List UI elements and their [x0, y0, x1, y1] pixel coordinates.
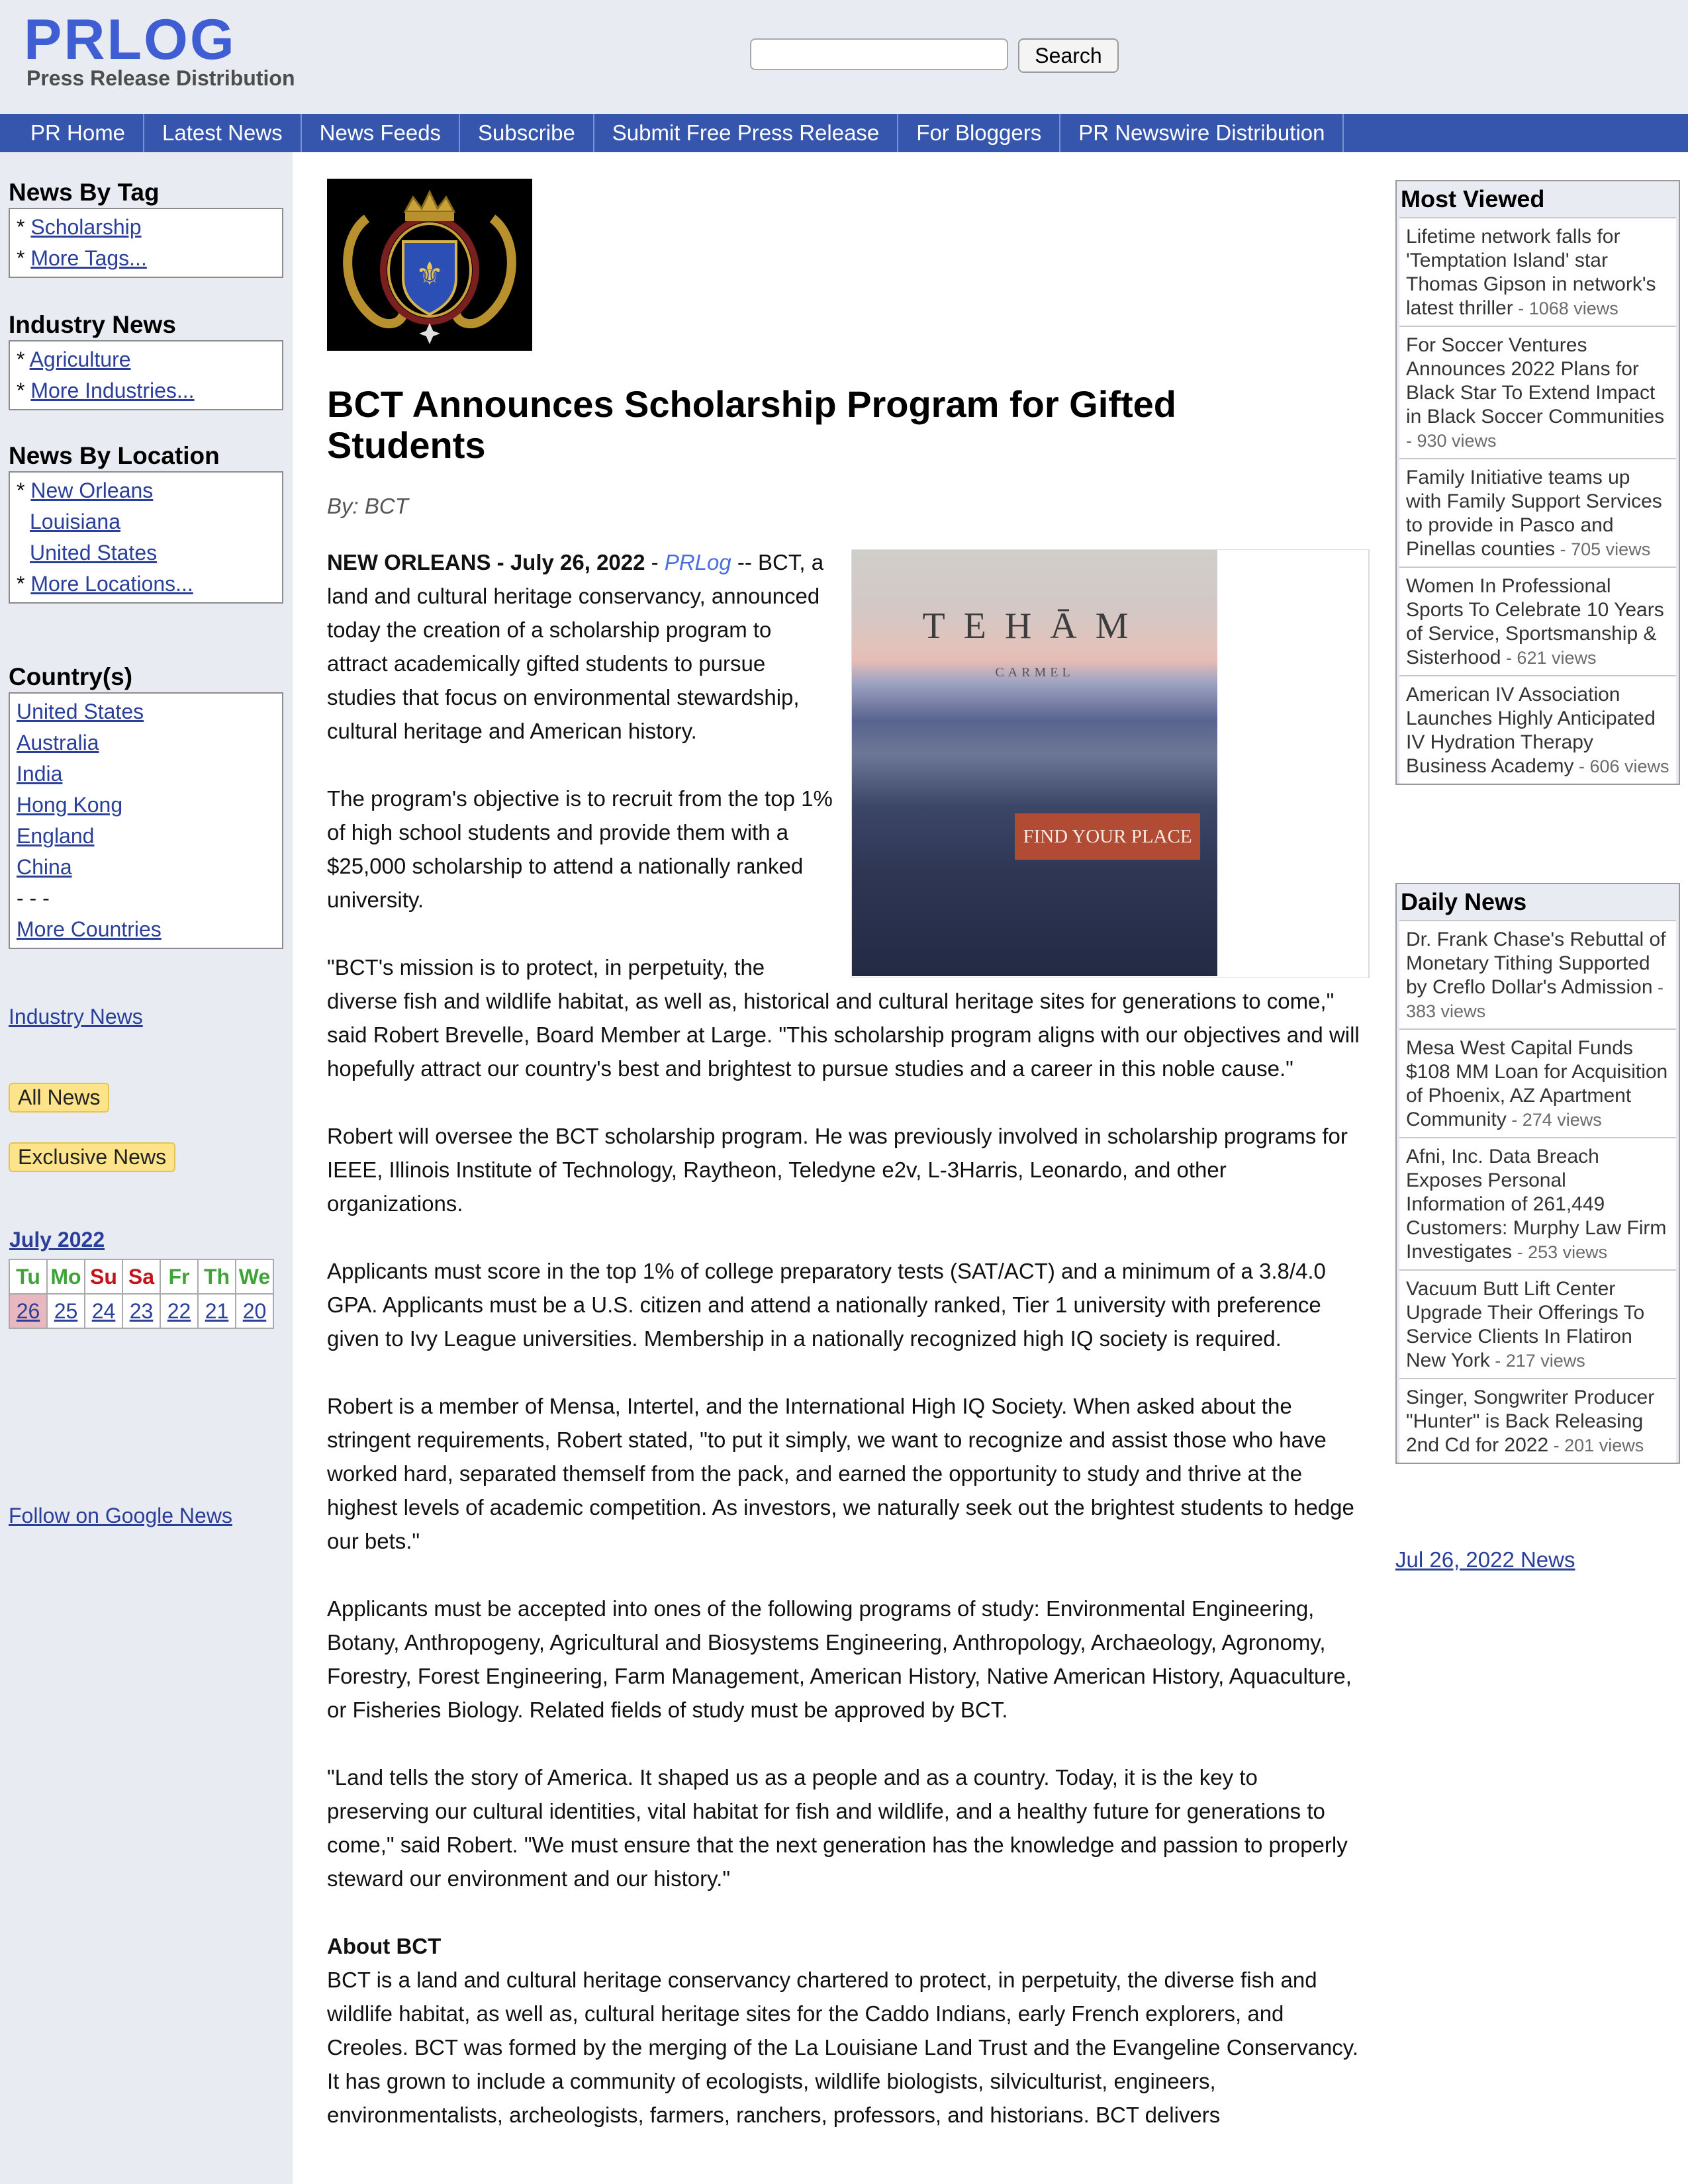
view-count: - 621 views — [1501, 648, 1597, 668]
view-count: - 705 views — [1555, 539, 1651, 559]
calendar-date — [198, 1294, 236, 1328]
site-header — [0, 0, 1688, 114]
tag-link-scholarship[interactable]: Scholarship — [30, 215, 142, 239]
country-link-india[interactable]: India — [17, 762, 63, 786]
list-item[interactable] — [1399, 1378, 1676, 1463]
news-item-title[interactable]: Women In Professional Sports To Celebrate 10 Years of Service, Sportsmanship & Sisterhood — [1406, 575, 1664, 668]
news-item-title[interactable]: Mesa West Capital Funds $108 MM Loan for Acquisition of Phoenix, AZ Apartment Community — [1406, 1037, 1668, 1130]
list-item — [17, 790, 275, 821]
news-by-tag-box — [9, 208, 283, 278]
article-paragraph: Applicants must score in the top 1% of college preparatory tests (SAT/ACT) and a minimum of a 3.8/4.0 GPA. Applicants must be a U.S. citizen and attend a nationally ranked, Tier 1 university with preference given to Ivy League universities. Membership in a nationally recognized high IQ society is required. — [327, 1259, 1326, 1351]
calendar-day-label: Mo — [47, 1259, 85, 1294]
view-count: - 1068 views — [1513, 298, 1618, 318]
calendar-date-link[interactable]: 26 — [16, 1298, 40, 1323]
ad-brand-name: TEHĀM — [922, 606, 1147, 647]
calendar-day-label: Th — [198, 1259, 236, 1294]
list-item: * More Locations... — [17, 572, 193, 596]
view-count: - 253 views — [1512, 1242, 1608, 1262]
view-count: - 606 views — [1573, 756, 1669, 776]
list-item — [17, 537, 275, 569]
news-by-location-box — [9, 471, 283, 604]
calendar-day-label: Sa — [122, 1259, 160, 1294]
nav-news-feeds[interactable]: News Feeds — [302, 114, 460, 152]
calendar — [9, 1259, 274, 1329]
country-link-china[interactable]: China — [17, 855, 72, 879]
list-item[interactable] — [1399, 458, 1676, 567]
article-byline: By: BCT — [327, 494, 408, 518]
industry-news-link[interactable]: Industry News — [9, 1005, 143, 1028]
view-count: - 217 views — [1489, 1351, 1585, 1371]
calendar-date-link[interactable]: 24 — [91, 1298, 116, 1323]
list-item — [17, 914, 275, 945]
follow-google-news-link[interactable]: Follow on Google News — [9, 1504, 232, 1527]
date-news-link[interactable]: Jul 26, 2022 News — [1395, 1547, 1575, 1572]
ad-image — [852, 550, 1217, 976]
list-item[interactable] — [1399, 1137, 1676, 1269]
site-tagline: Press Release Distribution — [26, 66, 295, 90]
list-item[interactable] — [1399, 326, 1676, 458]
more-locations-link[interactable]: More Locations... — [30, 572, 193, 596]
prlog-logo[interactable]: PRLOG — [24, 8, 236, 71]
article-lead-text: -- BCT, a land and cultural heritage conservancy, announced today the creation of a scholarship program to attract academically gifted students to pursue studies that focus on environmental stewardship, cultural heritage and American history. — [327, 550, 824, 743]
calendar-date-selected — [9, 1294, 47, 1328]
news-item-title[interactable]: Dr. Frank Chase's Rebuttal of Monetary Tithing Supported by Creflo Dollar's Admission — [1406, 929, 1666, 998]
list-item[interactable] — [1399, 675, 1676, 784]
industry-link-agriculture[interactable]: Agriculture — [29, 347, 131, 371]
list-item: * More Tags... — [17, 246, 147, 270]
article-paragraph: Applicants must be accepted into ones of the following programs of study: Environmental Engineering, Botany, Anthropogeny, Agricultural and Biosystems Engineering, Anthropology, Archaeology, Agronomy, Forestry, Forest Engineering, Farm Management, American History, Native American History, Aquaculture, or Fisheries Biology. Related fields of study must be approved by BCT. — [327, 1596, 1352, 1722]
nav-submit-free-press-release[interactable]: Submit Free Press Release — [594, 114, 899, 152]
news-item-title[interactable]: Afni, Inc. Data Breach Exposes Personal Information of 261,449 Customers: Murphy Law Firm Investigates — [1406, 1146, 1667, 1263]
list-item — [17, 727, 275, 758]
location-link-united-states[interactable]: United States — [30, 541, 158, 565]
article-paragraph: "Land tells the story of America. It shaped us as a people and as a country. Today, it is the key to preserving our cultural identities, vital habitat for fish and wildlife, and a healthy future for generations to come," said Robert. "We must ensure that the next generation has the knowledge and passion to properly steward our environment and our history." — [327, 1765, 1348, 1891]
news-item-title[interactable]: Lifetime network falls for 'Temptation Island' star Thomas Gipson in network's latest thriller — [1406, 226, 1656, 319]
list-item[interactable] — [1399, 1028, 1676, 1137]
industry-news-heading: Industry News — [9, 311, 176, 338]
list-item[interactable] — [1399, 567, 1676, 675]
calendar-day-label: Su — [85, 1259, 122, 1294]
article-title: BCT Announces Scholarship Program for Gifted Students — [327, 383, 1176, 466]
more-industries-link[interactable]: More Industries... — [30, 379, 195, 402]
list-item — [17, 758, 275, 790]
calendar-month-link[interactable]: July 2022 — [9, 1228, 105, 1251]
left-sidebar — [0, 152, 293, 2184]
calendar-day-label: We — [236, 1259, 273, 1294]
industry-news-box — [9, 340, 283, 410]
calendar-date — [47, 1294, 85, 1328]
view-count: - 383 views — [1406, 978, 1664, 1021]
list-item — [17, 506, 275, 537]
article-dateline: NEW ORLEANS - July 26, 2022 — [327, 550, 645, 574]
location-link-new-orleans[interactable]: New Orleans — [30, 478, 154, 502]
news-item-title[interactable]: American IV Association Launches Highly Anticipated IV Hydration Therapy Business Academy — [1406, 684, 1656, 777]
country-link-australia[interactable]: Australia — [17, 731, 99, 754]
list-item[interactable] — [1399, 1269, 1676, 1378]
countries-heading: Country(s) — [9, 663, 133, 690]
news-item-title[interactable]: Singer, Songwriter Producer "Hunter" is Back Releasing 2nd Cd for 2022 — [1406, 1387, 1655, 1456]
view-count: - 274 views — [1506, 1110, 1602, 1130]
news-by-location-heading: News By Location — [9, 442, 220, 469]
most-viewed-box — [1395, 180, 1680, 785]
calendar-date-link[interactable]: 22 — [167, 1298, 191, 1323]
news-item-title[interactable]: For Soccer Ventures Announces 2022 Plans for Black Star To Extend Impact in Black Soccer Communities — [1406, 334, 1665, 428]
country-link-hong-kong[interactable]: Hong Kong — [17, 793, 123, 817]
ad-brand-subtitle: CARMEL — [995, 665, 1074, 680]
main-nav — [0, 114, 1688, 152]
calendar-date — [236, 1294, 273, 1328]
about-heading: About BCT — [327, 1934, 442, 1958]
crest-icon — [327, 179, 532, 351]
svg-text:⚜: ⚜ — [415, 255, 444, 293]
calendar-date — [160, 1294, 198, 1328]
nav-pr-home[interactable]: PR Home — [0, 114, 144, 152]
search-button[interactable]: Search — [1018, 38, 1119, 73]
countries-separator: - - - — [17, 886, 50, 910]
bct-logo-emblem — [327, 179, 532, 351]
calendar-date — [122, 1294, 160, 1328]
news-by-tag-heading: News By Tag — [9, 179, 160, 206]
article-body — [327, 545, 1363, 2132]
list-item — [17, 821, 275, 852]
nav-for-bloggers[interactable]: For Bloggers — [898, 114, 1060, 152]
all-news-button[interactable]: All News — [9, 1083, 109, 1113]
view-count: - 201 views — [1548, 1435, 1644, 1455]
more-countries-link[interactable]: More Countries — [17, 917, 162, 941]
news-item-title[interactable]: Vacuum Butt Lift Center Upgrade Their Offerings To Service Clients In Flatiron New York — [1406, 1278, 1645, 1371]
calendar-date-link[interactable]: 25 — [54, 1298, 78, 1323]
news-item-title[interactable]: Family Initiative teams up with Family Support Services to provide in Pasco and Pinellas counties — [1406, 467, 1662, 560]
list-item — [17, 696, 275, 727]
calendar-date-row — [9, 1294, 273, 1328]
calendar-day-row — [9, 1259, 273, 1294]
countries-box — [9, 692, 283, 949]
most-viewed-title: Most Viewed — [1401, 185, 1545, 212]
list-item — [17, 852, 275, 883]
list-item[interactable] — [1399, 217, 1676, 326]
prlog-source-link[interactable]: PRLog — [664, 550, 731, 574]
more-tags-link[interactable]: More Tags... — [30, 246, 147, 270]
list-item: * More Industries... — [17, 379, 195, 402]
about-text: BCT is a land and cultural heritage conservancy chartered to protect, in perpetuity, the diverse fish and wildlife habitat, as well as, cultural heritage sites for the Caddo Indians, early French explorers, and Creoles. BCT was formed by the merging of the La Louisiane Land Trust and the Evangeline Conservancy. It has grown to include a community of ecologists, wildlife biologists, silviculturist, engineers, environmentalists, archeologists, farmers, ranchers, professors, and historians. BCT delivers — [327, 1968, 1358, 2127]
list-item: * New Orleans — [17, 478, 154, 502]
calendar-day-label: Tu — [9, 1259, 47, 1294]
calendar-day-label: Fr — [160, 1259, 198, 1294]
nav-latest-news[interactable]: Latest News — [144, 114, 302, 152]
list-item[interactable] — [1399, 920, 1676, 1028]
daily-news-box — [1395, 883, 1680, 1464]
nav-subscribe[interactable]: Subscribe — [460, 114, 594, 152]
article-paragraph: Robert is a member of Mensa, Intertel, and the International High IQ Society. When asked about the stringent requirements, Robert stated, "to put it simply, we want to recognize and assist those who have worked hard, separated themself from the pack, and earned the opportunity to study and thrive at the highest levels of academic competition. As investors, we naturally seek out the brightest students to hedge our bets." — [327, 1394, 1354, 1553]
list-item: * Agriculture — [17, 347, 131, 371]
search-input[interactable] — [750, 38, 1008, 70]
calendar-date-link[interactable]: 21 — [205, 1298, 229, 1323]
article-paragraph: The program's objective is to recruit from the top 1% of high school students and provide them with a $25,000 scholarship to attend a nationally ranked university. — [327, 786, 833, 912]
view-count: - 930 views — [1406, 431, 1497, 451]
calendar-date-link[interactable]: 20 — [242, 1298, 267, 1323]
country-link-united-states[interactable]: United States — [17, 700, 144, 723]
ad-find-your-place-button[interactable]: FIND YOUR PLACE — [1015, 813, 1200, 860]
advertisement[interactable] — [851, 549, 1370, 978]
dateline-separator: - — [645, 550, 665, 574]
country-link-england[interactable]: England — [17, 824, 95, 848]
exclusive-news-button[interactable]: Exclusive News — [9, 1142, 175, 1172]
nav-pr-newswire-distribution[interactable]: PR Newswire Distribution — [1060, 114, 1344, 152]
location-link-louisiana[interactable]: Louisiana — [30, 510, 120, 533]
article-paragraph: "BCT's mission is to protect, in perpetuity, the diverse fish and wildlife habitat, as well as, historical and cultural heritage sites for generations to come," said Robert Brevelle, Board Member at Large. "This scholarship program aligns with our objectives and will hopefully attract our country's best and brightest to pursue studies and a career in this noble cause." — [327, 955, 1360, 1081]
article-paragraph: Robert will oversee the BCT scholarship program. He was previously involved in scholarship programs for IEEE, Illinois Institute of Technology, Raytheon, Teledyne e2v, L-3Harris, Leonardo, and other organizations. — [327, 1124, 1348, 1216]
calendar-date — [85, 1294, 122, 1328]
daily-news-title: Daily News — [1401, 888, 1527, 915]
calendar-date-link[interactable]: 23 — [129, 1298, 154, 1323]
list-item: * Scholarship — [17, 215, 142, 239]
